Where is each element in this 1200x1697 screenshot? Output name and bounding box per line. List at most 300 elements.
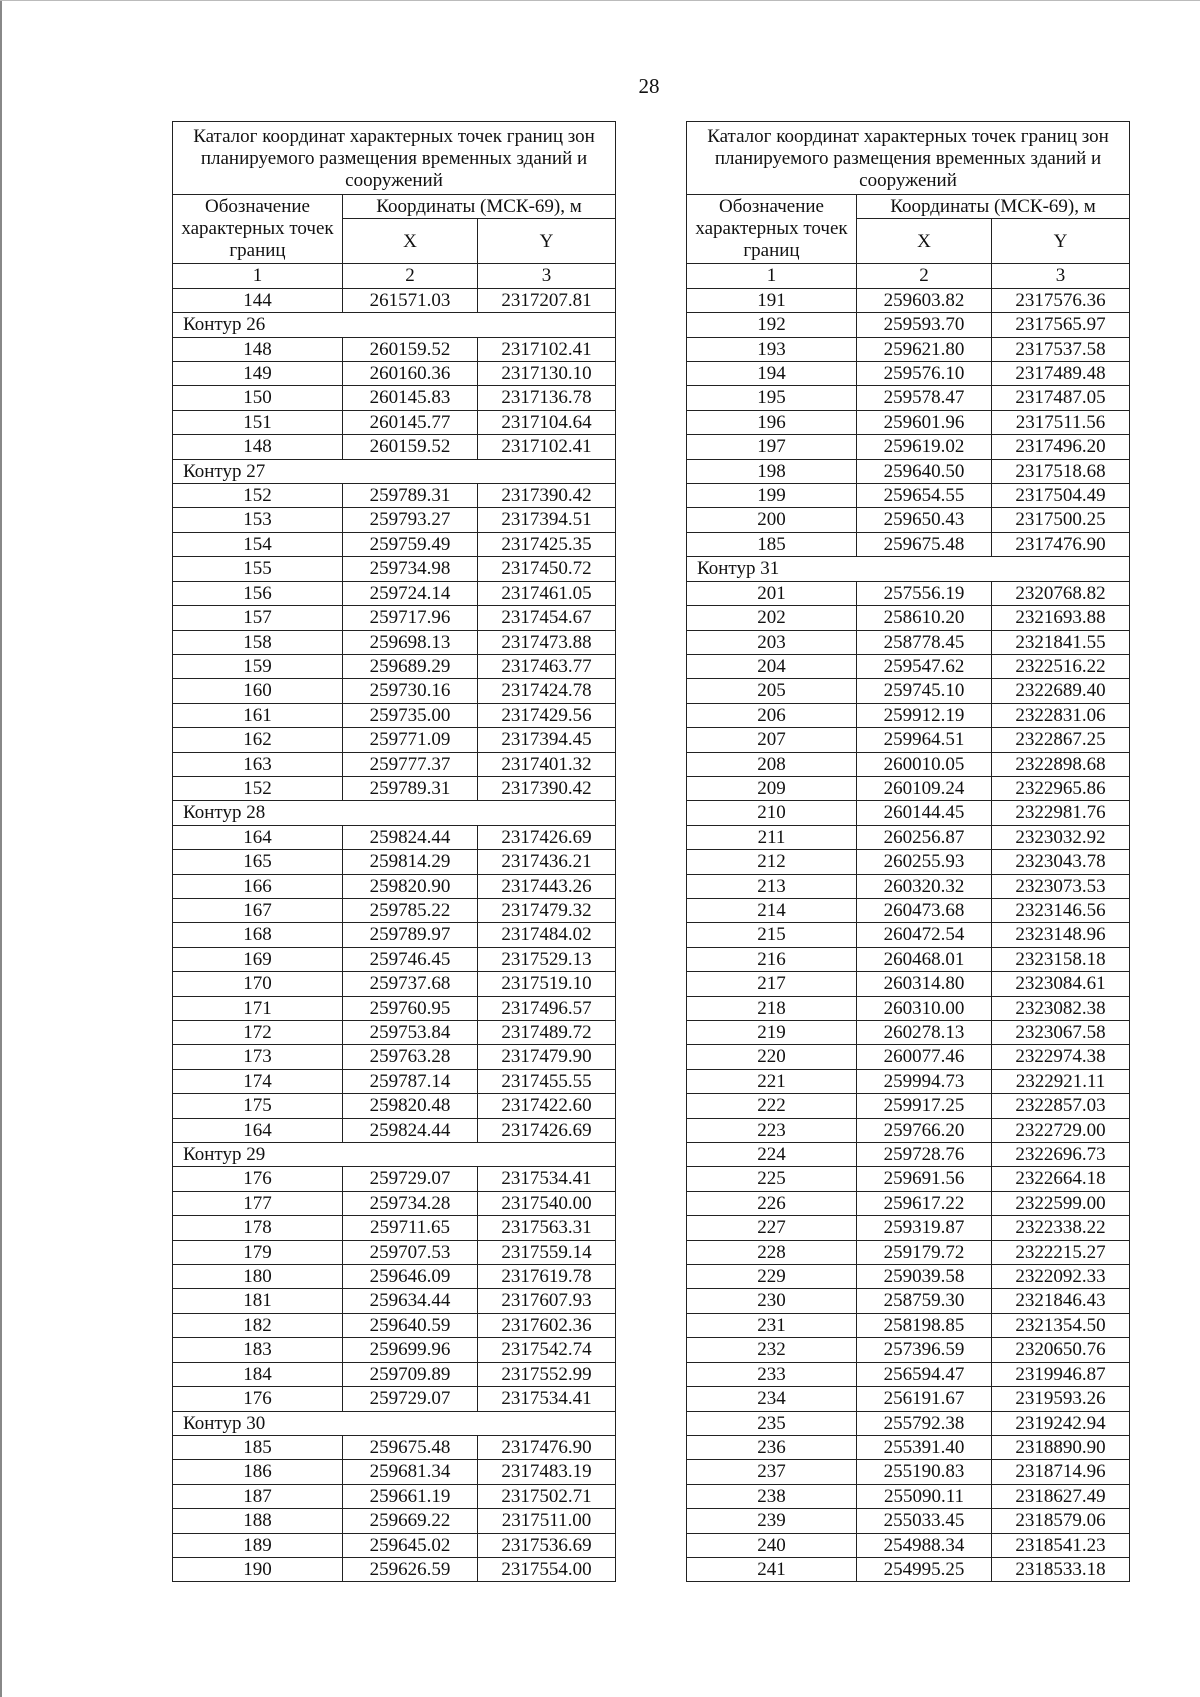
y-coordinate-cell: 2317565.97 xyxy=(992,313,1130,337)
point-id-cell: 168 xyxy=(173,923,343,947)
y-coordinate-cell: 2317426.69 xyxy=(478,825,616,849)
y-coordinate-cell: 2322516.22 xyxy=(992,654,1130,678)
table-row xyxy=(687,630,1130,654)
x-coordinate-cell: 260144.45 xyxy=(857,801,992,825)
x-coordinate-cell: 259789.31 xyxy=(343,484,478,508)
point-id-cell: 217 xyxy=(687,972,857,996)
x-coordinate-cell: 259728.76 xyxy=(857,1143,992,1167)
table-row xyxy=(173,1338,616,1362)
y-coordinate-cell: 2317511.56 xyxy=(992,410,1130,434)
point-id-cell: 173 xyxy=(173,1045,343,1069)
point-id-cell: 219 xyxy=(687,1021,857,1045)
point-id-cell: 232 xyxy=(687,1338,857,1362)
table-row xyxy=(173,1240,616,1264)
table-row xyxy=(687,1216,1130,1240)
y-coordinate-cell: 2317136.78 xyxy=(478,386,616,410)
y-coordinate-cell: 2317576.36 xyxy=(992,288,1130,312)
contour-row xyxy=(173,459,616,483)
table-row xyxy=(687,654,1130,678)
table-row xyxy=(687,410,1130,434)
table-row xyxy=(687,581,1130,605)
table-row xyxy=(173,1216,616,1240)
x-coordinate-cell: 257396.59 xyxy=(857,1338,992,1362)
y-coordinate-cell: 2322857.03 xyxy=(992,1094,1130,1118)
designation-header: Обозначение характерных точек границ xyxy=(687,195,857,264)
point-id-cell: 220 xyxy=(687,1045,857,1069)
table-row xyxy=(687,606,1130,630)
y-coordinate-cell: 2322974.38 xyxy=(992,1045,1130,1069)
y-coordinate-cell: 2318627.49 xyxy=(992,1484,1130,1508)
y-coordinate-cell: 2317534.41 xyxy=(478,1167,616,1191)
table-body-right xyxy=(687,288,1130,1582)
table-row xyxy=(687,1387,1130,1411)
table-row xyxy=(173,1435,616,1459)
table-row xyxy=(173,1069,616,1093)
x-coordinate-cell: 259737.68 xyxy=(343,972,478,996)
point-id-cell: 203 xyxy=(687,630,857,654)
y-coordinate-cell: 2322696.73 xyxy=(992,1143,1130,1167)
y-coordinate-cell: 2322729.00 xyxy=(992,1118,1130,1142)
point-id-cell: 205 xyxy=(687,679,857,703)
y-coordinate-cell: 2317455.55 xyxy=(478,1069,616,1093)
point-id-cell: 179 xyxy=(173,1240,343,1264)
y-coordinate-cell: 2319593.26 xyxy=(992,1387,1130,1411)
y-coordinate-cell: 2317454.67 xyxy=(478,606,616,630)
point-id-cell: 186 xyxy=(173,1460,343,1484)
point-id-cell: 172 xyxy=(173,1021,343,1045)
y-coordinate-cell: 2317450.72 xyxy=(478,557,616,581)
y-coordinate-cell: 2317559.14 xyxy=(478,1240,616,1264)
x-coordinate-cell: 259734.28 xyxy=(343,1191,478,1215)
y-coordinate-cell: 2317426.69 xyxy=(478,1118,616,1142)
table-row xyxy=(173,288,616,312)
column-number-2: 2 xyxy=(857,264,992,288)
x-coordinate-cell: 260472.54 xyxy=(857,923,992,947)
y-coordinate-cell: 2323032.92 xyxy=(992,825,1130,849)
x-coordinate-cell: 259645.02 xyxy=(343,1533,478,1557)
table-row xyxy=(687,1557,1130,1581)
column-number-row xyxy=(173,264,616,288)
point-id-cell: 198 xyxy=(687,459,857,483)
y-coordinate-cell: 2317424.78 xyxy=(478,679,616,703)
x-coordinate-cell: 258610.20 xyxy=(857,606,992,630)
coordinates-header: Координаты (МСК-69), м xyxy=(857,195,1130,219)
point-id-cell: 208 xyxy=(687,752,857,776)
point-id-cell: 227 xyxy=(687,1216,857,1240)
x-coordinate-cell: 259735.00 xyxy=(343,703,478,727)
table-row xyxy=(687,1435,1130,1459)
x-coordinate-cell: 259763.28 xyxy=(343,1045,478,1069)
x-coordinate-cell: 259640.50 xyxy=(857,459,992,483)
x-coordinate-cell: 259039.58 xyxy=(857,1265,992,1289)
x-coordinate-cell: 259760.95 xyxy=(343,996,478,1020)
x-coordinate-cell: 255190.83 xyxy=(857,1460,992,1484)
table-row xyxy=(173,1045,616,1069)
table-row xyxy=(173,1313,616,1337)
point-id-cell: 188 xyxy=(173,1509,343,1533)
column-number-3: 3 xyxy=(992,264,1130,288)
y-coordinate-cell: 2317476.90 xyxy=(478,1435,616,1459)
x-coordinate-cell: 260320.32 xyxy=(857,874,992,898)
x-coordinate-cell: 255792.38 xyxy=(857,1411,992,1435)
point-id-cell: 189 xyxy=(173,1533,343,1557)
contour-row xyxy=(173,1143,616,1167)
x-coordinate-cell: 260256.87 xyxy=(857,825,992,849)
y-coordinate-cell: 2317518.68 xyxy=(992,459,1130,483)
x-coordinate-cell: 259707.53 xyxy=(343,1240,478,1264)
y-coordinate-cell: 2317540.00 xyxy=(478,1191,616,1215)
x-coordinate-cell: 259729.07 xyxy=(343,1387,478,1411)
y-coordinate-cell: 2317473.88 xyxy=(478,630,616,654)
y-coordinate-cell: 2317104.64 xyxy=(478,410,616,434)
point-id-cell: 224 xyxy=(687,1143,857,1167)
x-coordinate-cell: 258198.85 xyxy=(857,1313,992,1337)
point-id-cell: 180 xyxy=(173,1265,343,1289)
table-row xyxy=(687,313,1130,337)
y-header: Y xyxy=(992,219,1130,264)
point-id-cell: 221 xyxy=(687,1069,857,1093)
y-coordinate-cell: 2317542.74 xyxy=(478,1338,616,1362)
point-id-cell: 149 xyxy=(173,362,343,386)
table-row xyxy=(687,484,1130,508)
x-coordinate-cell: 259603.82 xyxy=(857,288,992,312)
x-coordinate-cell: 259646.09 xyxy=(343,1265,478,1289)
contour-row xyxy=(687,557,1130,581)
table-row xyxy=(687,386,1130,410)
table-row xyxy=(173,1557,616,1581)
table-row xyxy=(687,435,1130,459)
table-row xyxy=(687,1313,1130,1337)
x-coordinate-cell: 260145.83 xyxy=(343,386,478,410)
table-row xyxy=(687,1460,1130,1484)
point-id-cell: 163 xyxy=(173,752,343,776)
point-id-cell: 229 xyxy=(687,1265,857,1289)
point-id-cell: 170 xyxy=(173,972,343,996)
x-coordinate-cell: 259787.14 xyxy=(343,1069,478,1093)
x-coordinate-cell: 259789.31 xyxy=(343,776,478,800)
x-coordinate-cell: 259912.19 xyxy=(857,703,992,727)
point-id-cell: 200 xyxy=(687,508,857,532)
point-id-cell: 164 xyxy=(173,1118,343,1142)
point-id-cell: 196 xyxy=(687,410,857,434)
point-id-cell: 165 xyxy=(173,850,343,874)
x-coordinate-cell: 259654.55 xyxy=(857,484,992,508)
point-id-cell: 161 xyxy=(173,703,343,727)
contour-label: Контур 26 xyxy=(173,313,616,337)
x-coordinate-cell: 254988.34 xyxy=(857,1533,992,1557)
table-row xyxy=(687,1167,1130,1191)
y-coordinate-cell: 2317489.72 xyxy=(478,1021,616,1045)
point-id-cell: 231 xyxy=(687,1313,857,1337)
point-id-cell: 176 xyxy=(173,1387,343,1411)
y-coordinate-cell: 2317102.41 xyxy=(478,435,616,459)
y-coordinate-cell: 2317483.19 xyxy=(478,1460,616,1484)
y-coordinate-cell: 2317563.31 xyxy=(478,1216,616,1240)
table-row xyxy=(687,1069,1130,1093)
point-id-cell: 187 xyxy=(173,1484,343,1508)
x-coordinate-cell: 259593.70 xyxy=(857,313,992,337)
y-coordinate-cell: 2318541.23 xyxy=(992,1533,1130,1557)
table-row xyxy=(687,923,1130,947)
y-coordinate-cell: 2317394.45 xyxy=(478,728,616,752)
point-id-cell: 152 xyxy=(173,484,343,508)
table-row xyxy=(173,1167,616,1191)
x-coordinate-cell: 259917.25 xyxy=(857,1094,992,1118)
point-id-cell: 235 xyxy=(687,1411,857,1435)
table-row xyxy=(173,1021,616,1045)
x-coordinate-cell: 260145.77 xyxy=(343,410,478,434)
x-coordinate-cell: 259824.44 xyxy=(343,1118,478,1142)
table-row xyxy=(687,1021,1130,1045)
x-coordinate-cell: 260160.36 xyxy=(343,362,478,386)
y-coordinate-cell: 2317487.05 xyxy=(992,386,1130,410)
y-coordinate-cell: 2322867.25 xyxy=(992,728,1130,752)
y-coordinate-cell: 2317429.56 xyxy=(478,703,616,727)
x-coordinate-cell: 254995.25 xyxy=(857,1557,992,1581)
y-coordinate-cell: 2317479.90 xyxy=(478,1045,616,1069)
table-row xyxy=(687,337,1130,361)
x-coordinate-cell: 259711.65 xyxy=(343,1216,478,1240)
point-id-cell: 185 xyxy=(687,532,857,556)
point-id-cell: 171 xyxy=(173,996,343,1020)
x-coordinate-cell: 260314.80 xyxy=(857,972,992,996)
x-coordinate-cell: 259650.43 xyxy=(857,508,992,532)
designation-header: Обозначение характерных точек границ xyxy=(173,195,343,264)
point-id-cell: 215 xyxy=(687,923,857,947)
y-coordinate-cell: 2317207.81 xyxy=(478,288,616,312)
table-row xyxy=(173,679,616,703)
y-header: Y xyxy=(478,219,616,264)
point-id-cell: 233 xyxy=(687,1362,857,1386)
x-coordinate-cell: 260010.05 xyxy=(857,752,992,776)
contour-label: Контур 29 xyxy=(173,1143,616,1167)
point-id-cell: 201 xyxy=(687,581,857,605)
x-coordinate-cell: 259547.62 xyxy=(857,654,992,678)
coordinate-table-right xyxy=(686,121,1130,1582)
point-id-cell: 182 xyxy=(173,1313,343,1337)
point-id-cell: 211 xyxy=(687,825,857,849)
page-number: 28 xyxy=(638,74,660,98)
point-id-cell: 174 xyxy=(173,1069,343,1093)
y-coordinate-cell: 2317607.93 xyxy=(478,1289,616,1313)
y-coordinate-cell: 2317422.60 xyxy=(478,1094,616,1118)
x-coordinate-cell: 259777.37 xyxy=(343,752,478,776)
x-coordinate-cell: 256191.67 xyxy=(857,1387,992,1411)
point-id-cell: 213 xyxy=(687,874,857,898)
y-coordinate-cell: 2317534.41 xyxy=(478,1387,616,1411)
contour-row xyxy=(173,313,616,337)
x-coordinate-cell: 260159.52 xyxy=(343,435,478,459)
table-row xyxy=(173,825,616,849)
point-id-cell: 151 xyxy=(173,410,343,434)
x-coordinate-cell: 260468.01 xyxy=(857,947,992,971)
point-id-cell: 222 xyxy=(687,1094,857,1118)
table-row xyxy=(687,1265,1130,1289)
point-id-cell: 144 xyxy=(173,288,343,312)
y-coordinate-cell: 2317602.36 xyxy=(478,1313,616,1337)
x-coordinate-cell: 259734.98 xyxy=(343,557,478,581)
table-row xyxy=(173,386,616,410)
y-coordinate-cell: 2319946.87 xyxy=(992,1362,1130,1386)
point-id-cell: 190 xyxy=(173,1557,343,1581)
table-row xyxy=(173,508,616,532)
point-id-cell: 210 xyxy=(687,801,857,825)
point-id-cell: 169 xyxy=(173,947,343,971)
y-coordinate-cell: 2320650.76 xyxy=(992,1338,1130,1362)
point-id-cell: 157 xyxy=(173,606,343,630)
y-coordinate-cell: 2317461.05 xyxy=(478,581,616,605)
y-coordinate-cell: 2317443.26 xyxy=(478,874,616,898)
x-coordinate-cell: 259766.20 xyxy=(857,1118,992,1142)
y-coordinate-cell: 2317476.90 xyxy=(992,532,1130,556)
point-id-cell: 212 xyxy=(687,850,857,874)
table-row xyxy=(687,459,1130,483)
point-id-cell: 160 xyxy=(173,679,343,703)
x-coordinate-cell: 259785.22 xyxy=(343,898,478,922)
x-coordinate-cell: 259724.14 xyxy=(343,581,478,605)
table-row xyxy=(687,1338,1130,1362)
y-coordinate-cell: 2323158.18 xyxy=(992,947,1130,971)
point-id-cell: 175 xyxy=(173,1094,343,1118)
y-coordinate-cell: 2323084.61 xyxy=(992,972,1130,996)
table-row xyxy=(173,1484,616,1508)
table-row xyxy=(687,776,1130,800)
point-id-cell: 191 xyxy=(687,288,857,312)
point-id-cell: 214 xyxy=(687,898,857,922)
page-left-edge xyxy=(0,0,2,1697)
x-coordinate-cell: 259319.87 xyxy=(857,1216,992,1240)
x-coordinate-cell: 259820.48 xyxy=(343,1094,478,1118)
y-coordinate-cell: 2317537.58 xyxy=(992,337,1130,361)
x-coordinate-cell: 259669.22 xyxy=(343,1509,478,1533)
table-row xyxy=(173,947,616,971)
y-coordinate-cell: 2318714.96 xyxy=(992,1460,1130,1484)
x-coordinate-cell: 258778.45 xyxy=(857,630,992,654)
y-coordinate-cell: 2323148.96 xyxy=(992,923,1130,947)
x-coordinate-cell: 259617.22 xyxy=(857,1191,992,1215)
y-coordinate-cell: 2317479.32 xyxy=(478,898,616,922)
y-coordinate-cell: 2317511.00 xyxy=(478,1509,616,1533)
table-row xyxy=(173,362,616,386)
x-coordinate-cell: 259619.02 xyxy=(857,435,992,459)
table-header-row xyxy=(687,195,1130,219)
coordinates-header: Координаты (МСК-69), м xyxy=(343,195,616,219)
y-coordinate-cell: 2321354.50 xyxy=(992,1313,1130,1337)
table-row xyxy=(173,630,616,654)
table-row xyxy=(173,703,616,727)
table-title: Каталог координат характерных точек границ зон планируемого размещения временных зданий и сооружений xyxy=(173,122,616,195)
point-id-cell: 176 xyxy=(173,1167,343,1191)
y-coordinate-cell: 2317463.77 xyxy=(478,654,616,678)
y-coordinate-cell: 2322689.40 xyxy=(992,679,1130,703)
x-coordinate-cell: 256594.47 xyxy=(857,1362,992,1386)
point-id-cell: 148 xyxy=(173,435,343,459)
y-coordinate-cell: 2317496.57 xyxy=(478,996,616,1020)
point-id-cell: 239 xyxy=(687,1509,857,1533)
point-id-cell: 195 xyxy=(687,386,857,410)
point-id-cell: 177 xyxy=(173,1191,343,1215)
column-number-1: 1 xyxy=(687,264,857,288)
point-id-cell: 241 xyxy=(687,1557,857,1581)
x-coordinate-cell: 255391.40 xyxy=(857,1435,992,1459)
point-id-cell: 226 xyxy=(687,1191,857,1215)
point-id-cell: 153 xyxy=(173,508,343,532)
y-coordinate-cell: 2317500.25 xyxy=(992,508,1130,532)
x-coordinate-cell: 260278.13 xyxy=(857,1021,992,1045)
y-coordinate-cell: 2317619.78 xyxy=(478,1265,616,1289)
y-coordinate-cell: 2322898.68 xyxy=(992,752,1130,776)
point-id-cell: 209 xyxy=(687,776,857,800)
y-coordinate-cell: 2322092.33 xyxy=(992,1265,1130,1289)
table-row xyxy=(687,728,1130,752)
table-header-row xyxy=(173,195,616,219)
coordinate-table-left xyxy=(172,121,616,1582)
y-coordinate-cell: 2317390.42 xyxy=(478,484,616,508)
x-coordinate-cell: 259771.09 xyxy=(343,728,478,752)
x-coordinate-cell: 255090.11 xyxy=(857,1484,992,1508)
x-coordinate-cell: 259793.27 xyxy=(343,508,478,532)
point-id-cell: 148 xyxy=(173,337,343,361)
y-coordinate-cell: 2318890.90 xyxy=(992,1435,1130,1459)
table-row xyxy=(687,1045,1130,1069)
table-row xyxy=(173,898,616,922)
x-coordinate-cell: 258759.30 xyxy=(857,1289,992,1313)
point-id-cell: 230 xyxy=(687,1289,857,1313)
table-row xyxy=(687,947,1130,971)
y-coordinate-cell: 2317504.49 xyxy=(992,484,1130,508)
x-coordinate-cell: 259675.48 xyxy=(343,1435,478,1459)
y-coordinate-cell: 2322921.11 xyxy=(992,1069,1130,1093)
y-coordinate-cell: 2322215.27 xyxy=(992,1240,1130,1264)
point-id-cell: 223 xyxy=(687,1118,857,1142)
table-row xyxy=(173,1265,616,1289)
y-coordinate-cell: 2318579.06 xyxy=(992,1509,1130,1533)
x-coordinate-cell: 259689.29 xyxy=(343,654,478,678)
x-coordinate-cell: 259730.16 xyxy=(343,679,478,703)
table-row xyxy=(173,996,616,1020)
y-coordinate-cell: 2317394.51 xyxy=(478,508,616,532)
x-coordinate-cell: 259709.89 xyxy=(343,1362,478,1386)
x-coordinate-cell: 260310.00 xyxy=(857,996,992,1020)
point-id-cell: 236 xyxy=(687,1435,857,1459)
x-coordinate-cell: 260473.68 xyxy=(857,898,992,922)
point-id-cell: 234 xyxy=(687,1387,857,1411)
x-coordinate-cell: 257556.19 xyxy=(857,581,992,605)
contour-row xyxy=(173,801,616,825)
table-row xyxy=(173,1460,616,1484)
table-row xyxy=(173,972,616,996)
table-row xyxy=(173,1387,616,1411)
x-header: X xyxy=(343,219,478,264)
table-row xyxy=(173,581,616,605)
x-coordinate-cell: 259640.59 xyxy=(343,1313,478,1337)
x-coordinate-cell: 259661.19 xyxy=(343,1484,478,1508)
x-coordinate-cell: 259745.10 xyxy=(857,679,992,703)
table-row xyxy=(687,1118,1130,1142)
point-id-cell: 154 xyxy=(173,532,343,556)
x-coordinate-cell: 260109.24 xyxy=(857,776,992,800)
table-row xyxy=(173,1509,616,1533)
point-id-cell: 150 xyxy=(173,386,343,410)
point-id-cell: 178 xyxy=(173,1216,343,1240)
y-coordinate-cell: 2317130.10 xyxy=(478,362,616,386)
x-coordinate-cell: 259634.44 xyxy=(343,1289,478,1313)
y-coordinate-cell: 2322338.22 xyxy=(992,1216,1130,1240)
x-coordinate-cell: 260255.93 xyxy=(857,850,992,874)
contour-label: Контур 27 xyxy=(173,459,616,483)
table-row xyxy=(687,996,1130,1020)
y-coordinate-cell: 2318533.18 xyxy=(992,1557,1130,1581)
